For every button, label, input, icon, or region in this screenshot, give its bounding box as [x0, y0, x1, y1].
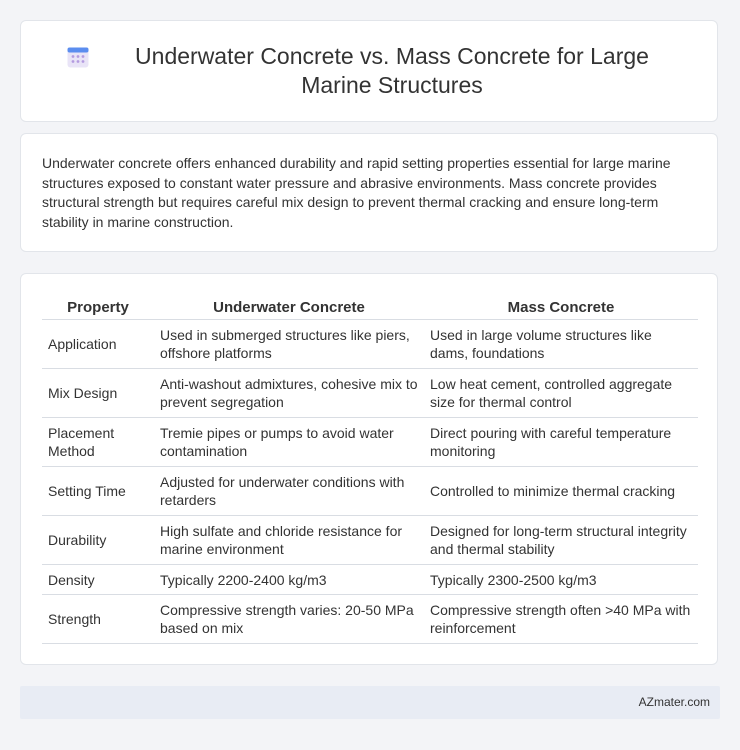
calendar-icon — [66, 45, 90, 69]
underwater-cell: Typically 2200-2400 kg/m3 — [154, 565, 424, 595]
table-row — [42, 369, 698, 418]
title-card — [20, 20, 718, 122]
table-row — [42, 467, 698, 516]
property-cell: Strength — [42, 595, 154, 644]
underwater-cell: High sulfate and chloride resistance for marine environment — [154, 516, 424, 565]
mass-cell: Low heat cement, controlled aggregate size for thermal control — [424, 369, 698, 418]
table-row — [42, 595, 698, 644]
mass-cell: Compressive strength often >40 MPa with reinforcement — [424, 595, 698, 644]
underwater-cell: Adjusted for underwater conditions with retarders — [154, 467, 424, 516]
table-row — [42, 320, 698, 369]
property-cell: Mix Design — [42, 369, 154, 418]
mass-cell: Direct pouring with careful temperature monitoring — [424, 418, 698, 467]
underwater-cell: Compressive strength varies: 20-50 MPa based on mix — [154, 595, 424, 644]
table-header-row — [42, 296, 698, 320]
header-underwater-concrete: Underwater Concrete — [154, 296, 424, 320]
footer-brand: AZmater.com — [638, 695, 710, 709]
intro-card — [20, 133, 718, 252]
table-row — [42, 516, 698, 565]
property-cell: Placement Method — [42, 418, 154, 467]
comparison-card — [20, 273, 718, 665]
title-wrap — [21, 21, 717, 121]
table-row — [42, 418, 698, 467]
property-cell: Setting Time — [42, 467, 154, 516]
table-row — [42, 565, 698, 595]
underwater-cell: Tremie pipes or pumps to avoid water contamination — [154, 418, 424, 467]
underwater-cell: Used in submerged structures like piers, offshore platforms — [154, 320, 424, 369]
mass-cell: Designed for long-term structural integrity and thermal stability — [424, 516, 698, 565]
comparison-table — [42, 296, 698, 644]
underwater-cell: Anti-washout admixtures, cohesive mix to prevent segregation — [154, 369, 424, 418]
page-title: Underwater Concrete vs. Mass Concrete for Large Marine Structures — [135, 43, 649, 98]
header-property: Property — [42, 296, 154, 320]
footer-bar — [20, 686, 720, 719]
mass-cell: Typically 2300-2500 kg/m3 — [424, 565, 698, 595]
property-cell: Durability — [42, 516, 154, 565]
header-mass-concrete: Mass Concrete — [424, 296, 698, 320]
mass-cell: Used in large volume structures like dams, foundations — [424, 320, 698, 369]
intro-paragraph: Underwater concrete offers enhanced durability and rapid setting properties essential for large marine structures exposed to constant water pressure and abrasive environments. Mass concrete provides structural strength but requires careful mix design to prevent thermal cracking and ensure long-term stability in marine construction. — [42, 155, 671, 230]
property-cell: Density — [42, 565, 154, 595]
property-cell: Application — [42, 320, 154, 369]
mass-cell: Controlled to minimize thermal cracking — [424, 467, 698, 516]
